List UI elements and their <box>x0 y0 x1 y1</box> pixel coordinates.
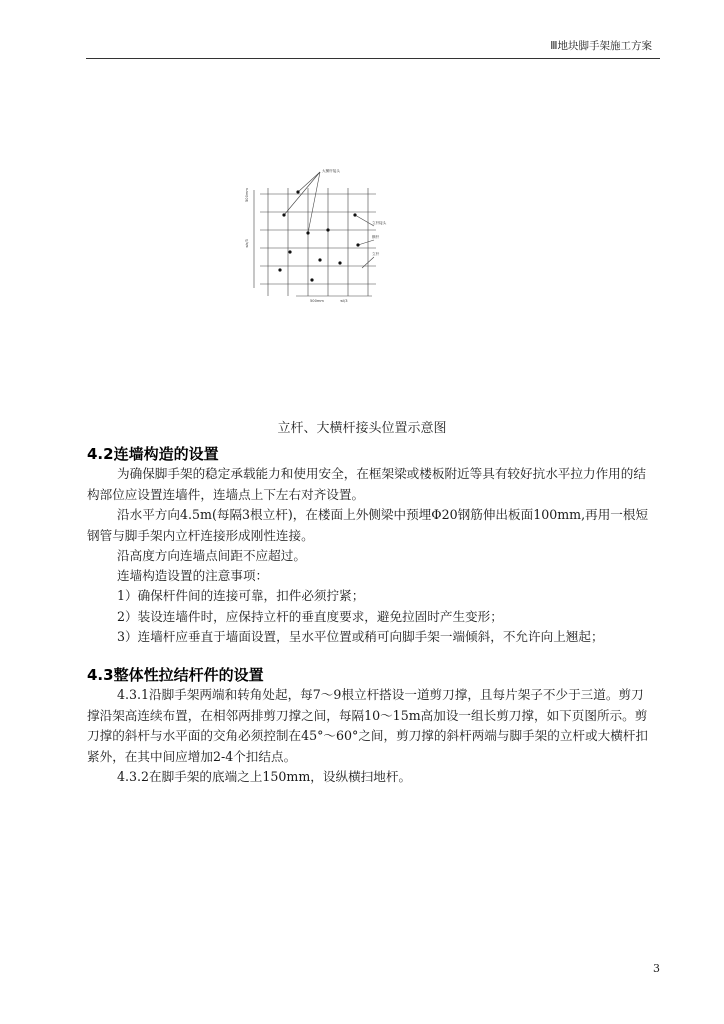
paragraph: 4.3.2在脚手架的底端之上150mm，设纵横扫地杆。 <box>117 769 412 784</box>
label-bottom-left: 500mm <box>310 299 324 303</box>
label-bottom-right: ≤l/3 <box>340 299 348 303</box>
paragraph: 沿水平方向4.5m(每隔3根立杆)，在楼面上外侧梁中预埋Φ20钢筋伸出板面100mm,再用一根短钢管与脚手架内立杆连接形成刚性连接。 <box>87 507 649 543</box>
joint-position-diagram <box>240 160 390 305</box>
header-divider <box>86 58 660 59</box>
label-right3: 立杆 <box>372 252 380 256</box>
label-right2: 横杆 <box>372 235 380 239</box>
document-header-title: Ⅲ地块脚手架施工方案 <box>550 40 652 52</box>
list-item: 1）确保杆件间的连接可靠，扣件必须拧紧； <box>117 588 365 603</box>
label-right1: 立杆接头 <box>372 221 387 225</box>
section-heading-4-3: 4.3整体性拉结杆件的设置 <box>87 666 264 684</box>
label-top: 大横杆接头 <box>322 169 340 173</box>
list-item: 3）连墙杆应垂直于墙面设置，呈水平位置或稍可向脚手架一端倾斜，不允许向上翘起； <box>117 629 604 644</box>
list-item: 2）装设连墙件时，应保持立杆的垂直度要求，避免拉固时产生变形； <box>117 609 503 624</box>
paragraph: 4.3.1沿脚手架两端和转角处起，每7～9根立杆搭设一道剪刀撑，且每片架子不少于三道。剪刀撑沿架高连续布置，在相邻两排剪刀撑之间，每隔10～15m高加设一组长剪刀撑，如下页图所示。剪刀撑的斜杆与水平面的交角必须控制在45°～60°之间，剪刀撑的斜杆两端与脚手架的立杆或大横杆扣紧外，在其中间应增加2-4个扣结点。 <box>87 687 648 764</box>
figure-caption: 立杆、大横杆接头位置示意图 <box>277 421 447 436</box>
paragraph: 为确保脚手架的稳定承载能力和使用安全，在框架梁或楼板附近等具有较好抗水平拉力作用的结构部位应设置连墙件，连墙点上下左右对齐设置。 <box>87 466 646 502</box>
page-number: 3 <box>653 962 660 975</box>
label-left-top: 500mm <box>245 188 249 202</box>
paragraph: 沿高度方向连墙点间距不应超过。 <box>117 548 306 563</box>
paragraph: 连墙构造设置的注意事项： <box>117 568 269 583</box>
label-left-mid: ≤h/3 <box>245 239 249 248</box>
section-heading-4-2: 4.2连墙构造的设置 <box>87 445 219 463</box>
